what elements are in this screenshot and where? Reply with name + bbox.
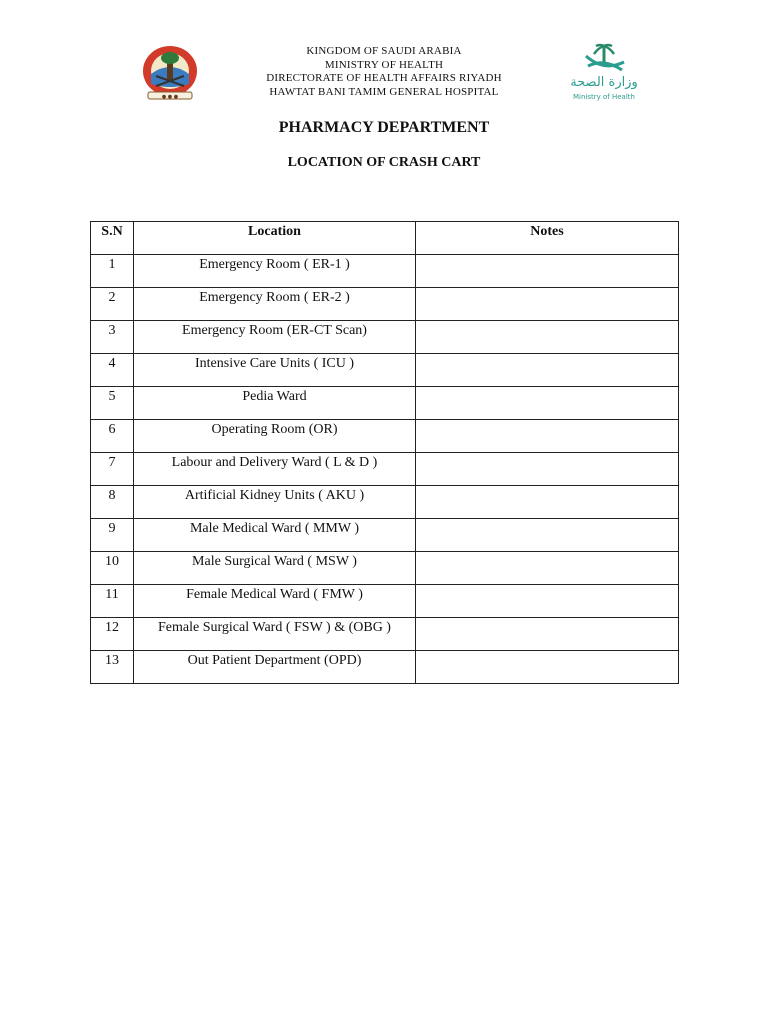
- cell-location: Male Medical Ward ( MMW ): [134, 519, 416, 552]
- cell-notes[interactable]: [416, 288, 679, 321]
- cell-location: Intensive Care Units ( ICU ): [134, 354, 416, 387]
- table-row: [91, 486, 679, 519]
- cell-location: Out Patient Department (OPD): [134, 651, 416, 684]
- cell-location: Emergency Room ( ER-2 ): [134, 288, 416, 321]
- cell-location: Labour and Delivery Ward ( L & D ): [134, 453, 416, 486]
- table-row: [91, 519, 679, 552]
- header-block: [0, 45, 768, 99]
- cell-sn: 9: [91, 519, 134, 552]
- page-subtitle: LOCATION OF CRASH CART: [287, 155, 481, 170]
- english-logo-text: Ministry of Health: [573, 93, 635, 101]
- cell-notes[interactable]: [416, 618, 679, 651]
- cell-notes[interactable]: [416, 453, 679, 486]
- cell-sn: 5: [91, 387, 134, 420]
- cell-location: Pedia Ward: [134, 387, 416, 420]
- table-row: [91, 618, 679, 651]
- header-sn: S.N: [91, 222, 134, 255]
- table-row: [91, 387, 679, 420]
- cell-notes[interactable]: [416, 651, 679, 684]
- page-title: PHARMACY DEPARTMENT: [278, 119, 490, 136]
- cell-sn: 4: [91, 354, 134, 387]
- cell-location: Artificial Kidney Units ( AKU ): [134, 486, 416, 519]
- table-row: [91, 255, 679, 288]
- table-row: [91, 585, 679, 618]
- cell-notes[interactable]: [416, 486, 679, 519]
- cell-notes[interactable]: [416, 519, 679, 552]
- cell-sn: 10: [91, 552, 134, 585]
- cell-location: Emergency Room (ER-CT Scan): [134, 321, 416, 354]
- header-line-ministry: MINISTRY OF HEALTH: [324, 58, 444, 71]
- table-row: [91, 420, 679, 453]
- cell-location: Female Medical Ward ( FMW ): [134, 585, 416, 618]
- cell-sn: 1: [91, 255, 134, 288]
- table-row: [91, 321, 679, 354]
- table-row: [91, 651, 679, 684]
- cell-location: Emergency Room ( ER-1 ): [134, 255, 416, 288]
- cell-notes[interactable]: [416, 354, 679, 387]
- cell-sn: 13: [91, 651, 134, 684]
- cell-sn: 2: [91, 288, 134, 321]
- header-notes: Notes: [416, 222, 679, 255]
- cell-location: Female Surgical Ward ( FSW ) & (OBG ): [134, 618, 416, 651]
- cell-notes[interactable]: [416, 585, 679, 618]
- cell-notes[interactable]: [416, 321, 679, 354]
- cell-notes[interactable]: [416, 420, 679, 453]
- cell-sn: 7: [91, 453, 134, 486]
- svg-text:● ● ●: ● ● ●: [161, 94, 179, 100]
- cell-notes[interactable]: [416, 552, 679, 585]
- cell-sn: 11: [91, 585, 134, 618]
- cell-location: Male Surgical Ward ( MSW ): [134, 552, 416, 585]
- table-row: [91, 288, 679, 321]
- header-location: Location: [134, 222, 416, 255]
- cell-location: Operating Room (OR): [134, 420, 416, 453]
- table-row: [91, 453, 679, 486]
- cell-sn: 8: [91, 486, 134, 519]
- cell-notes[interactable]: [416, 387, 679, 420]
- cell-sn: 6: [91, 420, 134, 453]
- cell-sn: 12: [91, 618, 134, 651]
- header-line-kingdom: KINGDOM OF SAUDI ARABIA: [306, 45, 462, 57]
- table-row: [91, 552, 679, 585]
- table-row: [91, 354, 679, 387]
- ministry-of-health-logo: [570, 42, 638, 104]
- arabic-logo-text: وزارة الصحة: [570, 75, 638, 90]
- cell-notes[interactable]: [416, 255, 679, 288]
- table-header-row: [91, 222, 679, 255]
- header-line-hospital: HAWTAT BANI TAMIM GENERAL HOSPITAL: [269, 85, 499, 98]
- header-line-directorate: DIRECTORATE OF HEALTH AFFAIRS RIYADH: [266, 72, 502, 84]
- cell-sn: 3: [91, 321, 134, 354]
- crash-cart-table: [90, 221, 679, 684]
